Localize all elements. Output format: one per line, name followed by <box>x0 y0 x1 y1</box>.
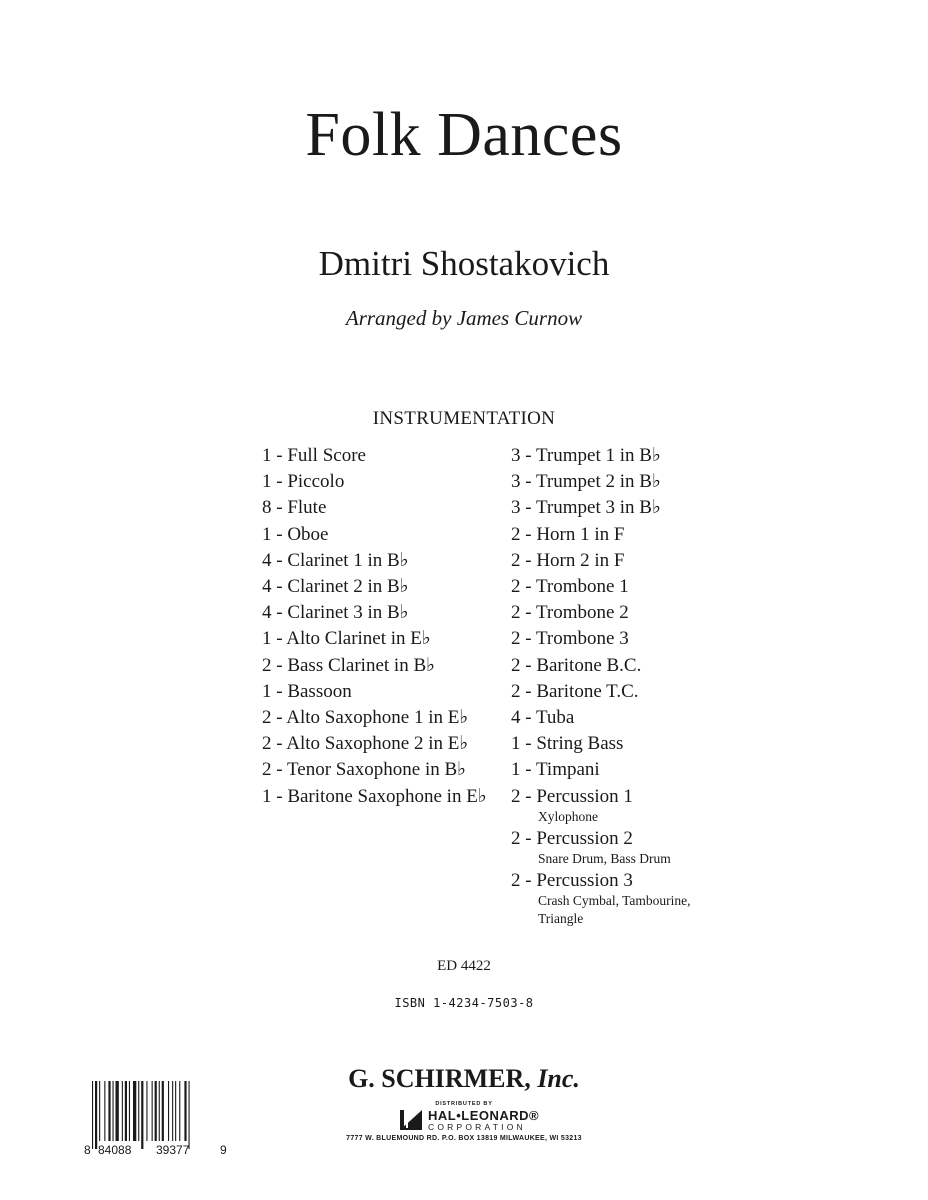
instrument-part <box>262 495 512 521</box>
instrument-part <box>262 600 512 626</box>
instrument-part-label: 3 - Trumpet 1 in B♭ <box>511 445 661 466</box>
composer-name: Dmitri Shostakovich <box>318 244 610 283</box>
instrument-part-label: 1 - Baritone Saxophone in E♭ <box>262 785 487 807</box>
instrument-part-label: 4 - Clarinet 2 in B♭ <box>262 576 409 598</box>
instrument-part <box>511 868 771 927</box>
barcode-digit-group: 39377 <box>156 1143 190 1157</box>
instrument-part <box>262 731 512 757</box>
instrument-part-label: 2 - Percussion 1 <box>511 785 633 807</box>
instrument-part <box>262 574 512 600</box>
instrument-part <box>511 495 771 521</box>
page-title: Folk Dances <box>305 101 623 169</box>
instrument-part <box>262 784 512 810</box>
instrument-part <box>262 443 512 469</box>
instrument-part-label: 1 - Timpani <box>511 759 600 781</box>
instrument-part-label: 2 - Bass Clarinet in B♭ <box>262 654 436 676</box>
instrument-part <box>511 679 771 705</box>
instrument-part <box>511 731 771 757</box>
edition-number: ED 4422 <box>437 958 491 974</box>
instrument-part-label: 2 - Percussion 3 <box>511 870 633 892</box>
publisher-suffix: Inc. <box>537 1064 580 1093</box>
instrument-part <box>511 757 771 783</box>
instrument-part-label: 2 - Horn 2 in F <box>511 549 625 571</box>
instrument-part <box>262 653 512 679</box>
instrumentation-right-column <box>511 443 771 928</box>
instrument-part <box>262 469 512 495</box>
isbn-number: ISBN 1-4234-7503-8 <box>394 996 534 1010</box>
instrument-part <box>262 522 512 548</box>
publisher-name-text: G. SCHIRMER, <box>348 1064 531 1093</box>
instrument-part <box>511 443 771 469</box>
instrument-part-label: 2 - Trombone 1 <box>511 576 629 598</box>
instrumentation-heading: INSTRUMENTATION <box>372 408 556 429</box>
instrument-part-label: 4 - Tuba <box>511 707 575 729</box>
instrument-part-label: 3 - Trumpet 3 in B♭ <box>511 497 661 519</box>
instrument-part <box>511 705 771 731</box>
instrument-part-label: 2 - Alto Saxophone 1 in E♭ <box>262 707 469 729</box>
instrument-part-label: 2 - Horn 1 in F <box>511 523 625 545</box>
barcode-digit-group: 8 <box>84 1143 91 1157</box>
hal-leonard-logo <box>398 1108 568 1134</box>
instrument-part-label: 8 - Flute <box>262 497 327 519</box>
instrument-part-label: 1 - Alto Clarinet in E♭ <box>262 628 431 650</box>
instrument-part <box>511 653 771 679</box>
instrument-part <box>511 626 771 652</box>
instrument-part <box>511 469 771 495</box>
instrument-part <box>511 548 771 574</box>
instrument-part-detail: Snare Drum, Bass Drum <box>538 851 671 867</box>
instrument-part-label: 2 - Tenor Saxophone in B♭ <box>262 759 467 781</box>
instrument-part-label: 4 - Clarinet 3 in B♭ <box>262 602 409 624</box>
instrument-part-detail: Crash Cymbal, Tambourine, Triangle <box>538 893 691 926</box>
instrument-part-label: 2 - Trombone 2 <box>511 602 629 624</box>
instrument-part <box>262 705 512 731</box>
instrument-part-label: 3 - Trumpet 2 in B♭ <box>511 471 661 493</box>
hal-leonard-mark-icon <box>398 1108 424 1132</box>
instrument-part-label: 2 - Baritone B.C. <box>511 654 642 676</box>
instrument-part <box>262 679 512 705</box>
instrument-part <box>262 548 512 574</box>
distributor-name: HAL•LEONARD® <box>428 1108 540 1123</box>
instrument-part <box>511 574 771 600</box>
distributed-by-label: DISTRIBUTED BY <box>435 1101 493 1107</box>
instrument-part-label: 1 - Oboe <box>262 523 329 545</box>
barcode-digit-group: 9 <box>220 1143 227 1157</box>
barcode-digit-group: 84088 <box>98 1143 132 1157</box>
instrument-part <box>511 784 771 826</box>
instrument-part-label: 1 - String Bass <box>511 733 624 755</box>
instrument-part <box>511 522 771 548</box>
publisher-address: 7777 W. BLUEMOUND RD. P.O. BOX 13819 MILWAUKEE, WI 53213 <box>346 1135 582 1142</box>
instrument-part-label: 2 - Percussion 2 <box>511 827 633 849</box>
instrument-part-label: 1 - Full Score <box>262 445 366 466</box>
instrument-part <box>511 600 771 626</box>
instrument-part-label: 2 - Baritone T.C. <box>511 680 639 702</box>
instrument-part-detail: Xylophone <box>538 808 598 824</box>
instrumentation-left-column <box>262 443 512 810</box>
instrument-part-label: 2 - Alto Saxophone 2 in E♭ <box>262 733 469 755</box>
instrument-part <box>262 626 512 652</box>
distributor-subtitle: CORPORATION <box>428 1122 526 1132</box>
arranger-credit: Arranged by James Curnow <box>345 306 583 330</box>
instrument-part <box>262 757 512 783</box>
instrument-part-label: 1 - Bassoon <box>262 680 352 702</box>
instrument-part-label: 1 - Piccolo <box>262 471 345 493</box>
instrument-part <box>511 826 771 868</box>
instrument-part-label: 2 - Trombone 3 <box>511 628 629 650</box>
instrument-part-label: 4 - Clarinet 1 in B♭ <box>262 549 409 571</box>
